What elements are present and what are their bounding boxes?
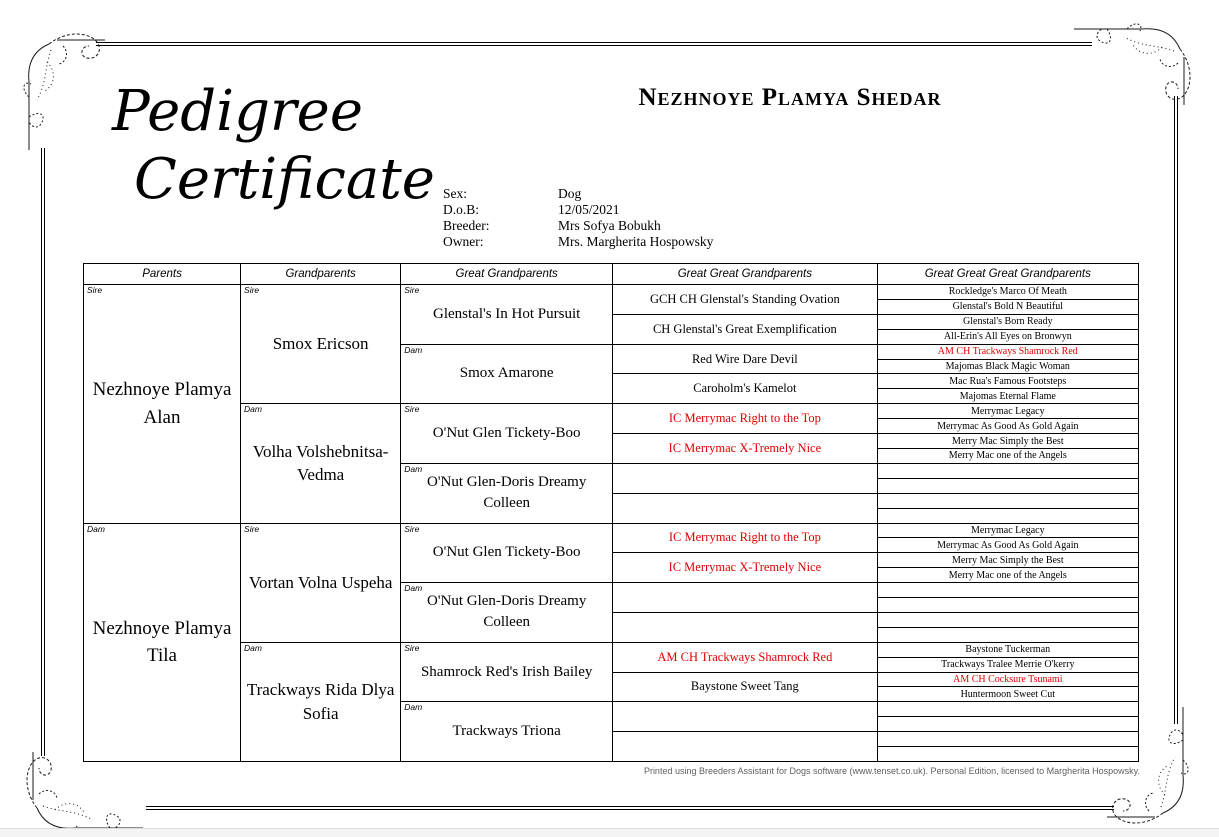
ancestor-name: O'Nut Glen-Doris Dreamy Colleen	[426, 593, 587, 631]
pedigree-cell-great-great-great-grandparents-27	[878, 687, 1138, 702]
column-body	[241, 285, 400, 761]
pedigree-cell-great-great-grandparents-9	[613, 553, 877, 583]
ancestor-name: Smox Ericson	[272, 334, 369, 354]
floral-ornament-icon	[17, 22, 107, 152]
pedigree-cell-great-grandparents-7	[401, 702, 612, 761]
pedigree-cell-grandparents-1	[241, 404, 400, 523]
pedigree-cell-great-great-grandparents-8	[613, 524, 877, 554]
pedigree-cell-great-great-great-grandparents-19	[878, 568, 1138, 583]
ancestor-name: O'Nut Glen Tickety-Boo	[432, 425, 581, 442]
pedigree-cell-parents-0	[84, 285, 240, 524]
ancestor-name: Red Wire Dare Devil	[691, 351, 798, 366]
pedigree-cell-great-great-grandparents-13	[613, 673, 877, 703]
pedigree-cell-great-great-great-grandparents-23	[878, 628, 1138, 643]
pedigree-cell-great-great-grandparents-3	[613, 374, 877, 404]
pedigree-cell-great-great-grandparents-14	[613, 702, 877, 732]
pedigree-cell-great-great-great-grandparents-12	[878, 464, 1138, 479]
ancestor-name: Majomas Black Magic Woman	[945, 360, 1070, 372]
pedigree-cell-great-great-great-grandparents-2	[878, 315, 1138, 330]
sire-dam-label: Sire	[244, 285, 260, 295]
ancestor-name: Huntermoon Sweet Cut	[960, 688, 1055, 700]
ancestor-name: Majomas Eternal Flame	[959, 390, 1056, 402]
pedigree-column-great-great-grandparents	[613, 264, 878, 761]
pedigree-cell-great-great-grandparents-6	[613, 464, 877, 494]
ancestor-name: Nezhnoye Plamya Tila	[92, 617, 232, 667]
sire-dam-label: Sire	[244, 523, 260, 534]
ancestor-name: IC Merrymac Right to the Top	[668, 530, 821, 545]
ancestor-name: Trackways Rida Dlya Sofia	[246, 680, 395, 723]
pedigree-cell-great-great-great-grandparents-25	[878, 658, 1138, 673]
ancestor-name: Rockledge's Marco Of Meath	[948, 286, 1067, 298]
info-label: Sex:	[443, 186, 468, 201]
frame-left-border	[41, 148, 45, 756]
pedigree-cell-parents-1	[84, 524, 240, 762]
column-header: Grandparents	[241, 264, 400, 285]
pedigree-cell-great-great-great-grandparents-10	[878, 434, 1138, 449]
info-value: Mrs Sofya Bobukh	[558, 218, 661, 233]
column-body	[401, 285, 612, 761]
pedigree-cell-great-great-great-grandparents-9	[878, 419, 1138, 434]
pedigree-cell-great-great-great-grandparents-16	[878, 524, 1138, 539]
pedigree-cell-great-great-great-grandparents-22	[878, 613, 1138, 628]
sire-dam-label: Dam	[244, 404, 262, 415]
pedigree-cell-great-great-great-grandparents-11	[878, 449, 1138, 464]
info-value: Mrs. Margherita Hospowsky	[558, 234, 714, 249]
ancestor-name: AM CH Trackways Shamrock Red	[657, 649, 833, 664]
pedigree-cell-great-great-great-grandparents-8	[878, 404, 1138, 419]
pedigree-cell-great-grandparents-1	[401, 345, 612, 405]
ancestor-name: Mac Rua's Famous Footsteps	[949, 375, 1067, 387]
floral-ornament-icon	[1072, 17, 1202, 107]
column-header: Great Grandparents	[401, 264, 612, 285]
ancestor-name: Merry Mac one of the Angels	[948, 450, 1067, 462]
ancestor-name: AM CH Trackways Shamrock Red	[937, 346, 1078, 358]
sire-dam-label: Sire	[404, 404, 420, 415]
pedigree-cell-great-great-great-grandparents-18	[878, 553, 1138, 568]
pedigree-cell-great-great-great-grandparents-17	[878, 538, 1138, 553]
pedigree-cell-great-great-great-grandparents-13	[878, 479, 1138, 494]
ancestor-name: IC Merrymac X-Tremely Nice	[668, 560, 822, 575]
pedigree-cell-great-great-grandparents-4	[613, 404, 877, 434]
pedigree-column-grandparents	[241, 264, 401, 761]
ancestor-name: Caroholm's Kamelot	[693, 381, 797, 396]
column-body	[613, 285, 877, 761]
pedigree-cell-great-great-great-grandparents-31	[878, 747, 1138, 761]
pedigree-cell-great-great-great-grandparents-1	[878, 300, 1138, 315]
pedigree-cell-great-great-great-grandparents-15	[878, 509, 1138, 524]
dog-info-block	[443, 186, 713, 250]
ancestor-name: AM CH Cocksure Tsunami	[953, 674, 1063, 686]
sire-dam-label: Dam	[404, 463, 423, 474]
ancestor-name: Volha Volshebnitsa-Vedma	[252, 441, 389, 485]
pedigree-cell-great-great-great-grandparents-20	[878, 583, 1138, 598]
ancestor-name: IC Merrymac X-Tremely Nice	[668, 440, 822, 455]
pedigree-cell-grandparents-0	[241, 285, 400, 404]
sire-dam-label: Dam	[87, 523, 105, 534]
info-value: Dog	[558, 186, 582, 201]
pedigree-cell-great-grandparents-4	[401, 524, 612, 584]
pedigree-cell-great-great-great-grandparents-30	[878, 732, 1138, 747]
sire-dam-label: Dam	[244, 642, 262, 653]
sire-dam-label: Dam	[404, 583, 423, 594]
frame-bottom-border	[146, 806, 1114, 810]
pedigree-cell-great-great-great-grandparents-26	[878, 673, 1138, 688]
sire-dam-label: Sire	[404, 523, 420, 534]
ancestor-name: GCH CH Glenstal's Standing Ovation	[649, 291, 840, 306]
ancestor-name: Glenstal's In Hot Pursuit	[433, 305, 581, 322]
ancestor-name: O'Nut Glen-Doris Dreamy Colleen	[426, 474, 587, 512]
pedigree-table	[83, 263, 1139, 762]
ancestor-name: Nezhnoye Plamya Alan	[92, 379, 232, 428]
pedigree-cell-great-great-grandparents-2	[613, 345, 877, 375]
ancestor-name: Trackways Triona	[452, 723, 561, 740]
ancestor-name: Merrymac Legacy	[971, 524, 1045, 536]
pedigree-column-great-great-great-grandparents	[878, 264, 1138, 761]
sire-dam-label: Sire	[87, 285, 103, 295]
pedigree-cell-great-great-great-grandparents-28	[878, 702, 1138, 717]
ancestor-name: IC Merrymac Right to the Top	[668, 411, 821, 426]
frame-right-border	[1174, 96, 1178, 724]
ancestor-name: Merrymac As Good As Gold Again	[937, 539, 1079, 551]
sire-dam-label: Sire	[404, 285, 420, 295]
pedigree-column-great-grandparents	[401, 264, 613, 761]
info-row-sex	[443, 186, 713, 202]
ancestor-name: Smox Amarone	[459, 365, 554, 382]
pedigree-cell-great-grandparents-2	[401, 404, 612, 464]
pedigree-column-parents	[84, 264, 241, 761]
ancestor-name: All-Erin's All Eyes on Bronwyn	[943, 331, 1072, 343]
certificate-title	[112, 79, 435, 212]
ancestor-name: Baystone Sweet Tang	[690, 679, 799, 694]
ancestor-name: Trackways Tralee Merrie O'kerry	[941, 659, 1075, 671]
info-row-owner	[443, 234, 713, 250]
ancestor-name: O'Nut Glen Tickety-Boo	[432, 544, 581, 561]
ancestor-name: Merry Mac one of the Angels	[948, 569, 1067, 581]
dog-name-heading: Nezhnoye Plamya Shedar	[638, 84, 942, 111]
pedigree-cell-great-great-great-grandparents-29	[878, 717, 1138, 732]
ancestor-name: Baystone Tuckerman	[965, 644, 1051, 656]
floral-ornament-icon	[15, 750, 145, 837]
frame-top-border	[96, 42, 1092, 46]
column-body	[878, 285, 1138, 761]
pedigree-cell-great-great-grandparents-7	[613, 494, 877, 524]
pedigree-cell-great-great-great-grandparents-4	[878, 345, 1138, 360]
sire-dam-label: Dam	[404, 344, 423, 355]
pedigree-cell-great-great-grandparents-15	[613, 732, 877, 761]
ancestor-name: Merrymac Legacy	[971, 405, 1045, 417]
sire-dam-label: Sire	[404, 642, 420, 653]
pedigree-cell-great-great-grandparents-0	[613, 285, 877, 315]
ancestor-name: Glenstal's Born Ready	[963, 316, 1053, 328]
pedigree-cell-great-great-grandparents-10	[613, 583, 877, 613]
pedigree-cell-great-great-great-grandparents-14	[878, 494, 1138, 509]
certificate-title-line2: Certificate	[134, 147, 435, 212]
pedigree-cell-grandparents-3	[241, 643, 400, 761]
pedigree-cell-great-grandparents-5	[401, 583, 612, 643]
pedigree-cell-great-great-grandparents-12	[613, 643, 877, 673]
column-header: Great Great Grandparents	[613, 264, 877, 285]
pedigree-cell-great-great-great-grandparents-0	[878, 285, 1138, 300]
pedigree-cell-great-grandparents-6	[401, 643, 612, 703]
pedigree-cell-great-great-great-grandparents-24	[878, 643, 1138, 658]
pedigree-cell-great-grandparents-0	[401, 285, 612, 345]
column-header: Parents	[84, 264, 240, 285]
pedigree-cell-great-great-great-grandparents-3	[878, 330, 1138, 345]
info-label: D.o.B:	[443, 202, 480, 217]
pedigree-cell-great-great-great-grandparents-5	[878, 360, 1138, 375]
pedigree-cell-great-great-grandparents-5	[613, 434, 877, 464]
column-header: Great Great Great Grandparents	[878, 264, 1138, 285]
ancestor-name: Merry Mac Simply the Best	[951, 435, 1064, 447]
column-body	[84, 285, 240, 761]
certificate-title-line1: Pedigree	[112, 79, 363, 144]
ancestor-name: Vortan Volna Uspeha	[248, 572, 393, 592]
ancestor-name: Shamrock Red's Irish Bailey	[420, 663, 593, 680]
pedigree-cell-great-great-great-grandparents-21	[878, 598, 1138, 613]
pedigree-cell-grandparents-2	[241, 524, 400, 643]
ancestor-name: CH Glenstal's Great Exemplification	[652, 321, 837, 336]
pedigree-cell-great-great-great-grandparents-6	[878, 374, 1138, 389]
pedigree-cell-great-great-great-grandparents-7	[878, 389, 1138, 404]
sire-dam-label: Dam	[404, 702, 423, 713]
info-value: 12/05/2021	[558, 202, 620, 217]
pedigree-cell-great-great-grandparents-11	[613, 613, 877, 643]
ancestor-name: Merrymac As Good As Gold Again	[937, 420, 1079, 432]
info-row-breeder	[443, 218, 713, 234]
ancestor-name: Glenstal's Bold N Beautiful	[952, 301, 1063, 313]
footer-license-text: Printed using Breeders Assistant for Dogs software (www.tenset.co.uk). Personal Edition, licensed to Margherita Hospowsky.	[643, 766, 1140, 776]
info-row-dob	[443, 202, 713, 218]
pedigree-cell-great-grandparents-3	[401, 464, 612, 524]
info-label: Breeder:	[443, 218, 490, 233]
pedigree-cell-great-great-grandparents-1	[613, 315, 877, 345]
ancestor-name: Merry Mac Simply the Best	[951, 554, 1064, 566]
info-label: Owner:	[443, 234, 484, 249]
page-bottom-edge	[0, 828, 1219, 837]
